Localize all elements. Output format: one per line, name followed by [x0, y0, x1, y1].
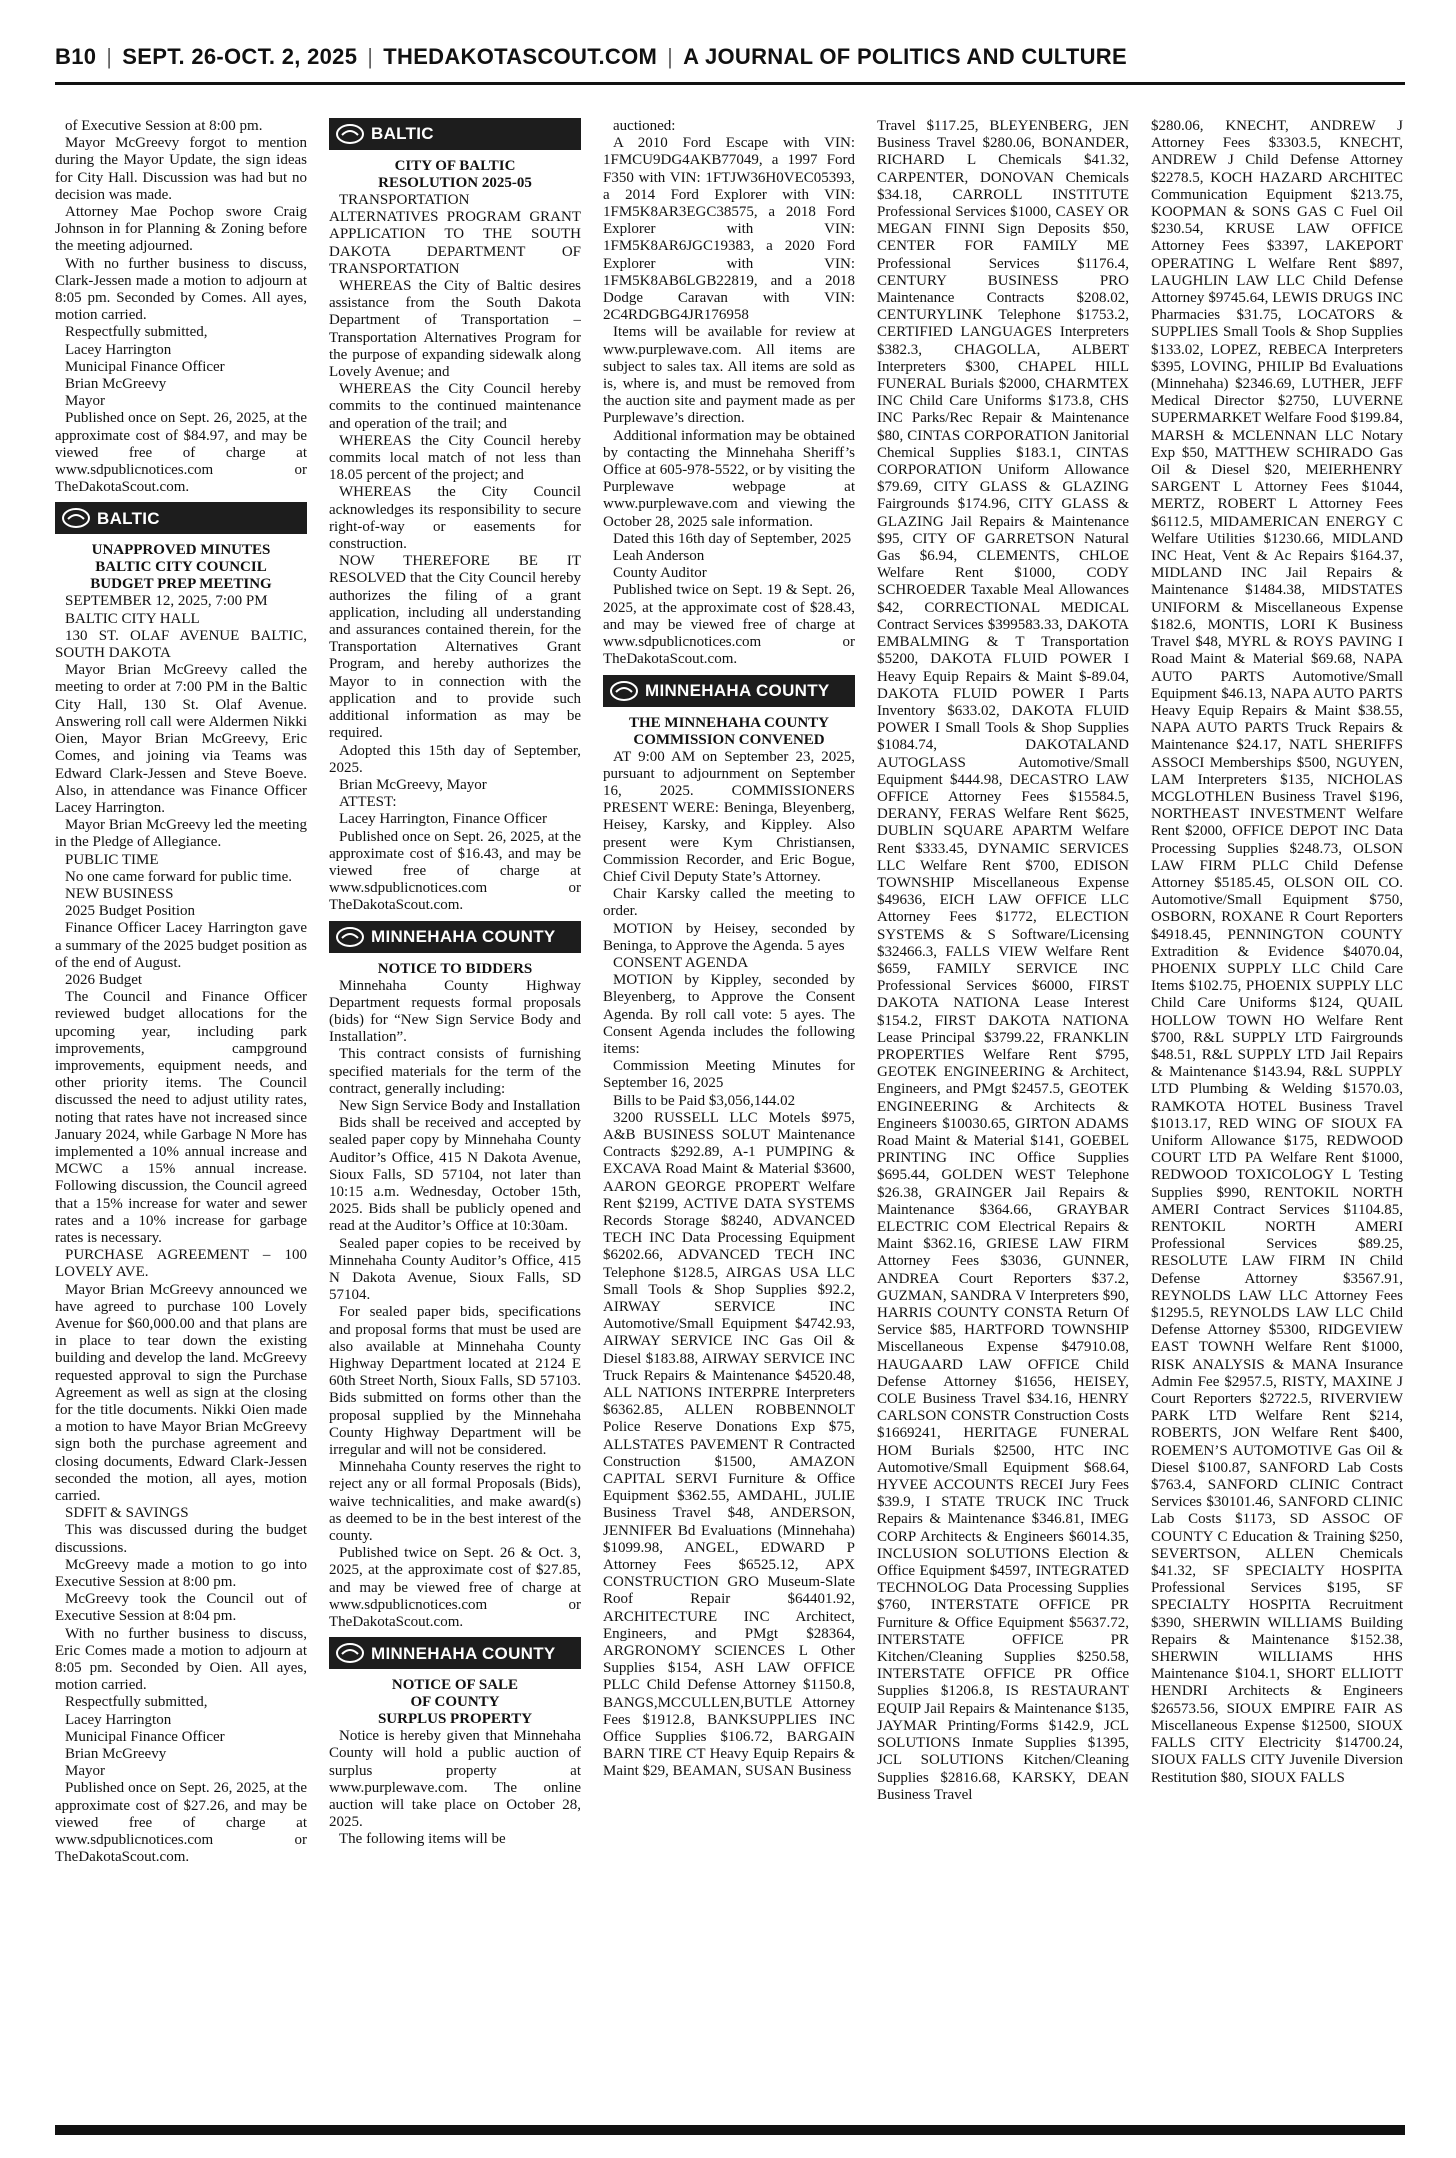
notice-paragraph: WHEREAS the City Council hereby commits to the continued maintenance and operation of the trail; and: [329, 381, 581, 432]
notice-paragraph: CONSENT AGENDA: [613, 954, 749, 971]
notice-paragraph: SDFIT & SAVINGS: [65, 1505, 189, 1522]
notice-paragraph: Lacey Harrington, Finance Officer: [339, 811, 547, 828]
notice-paragraph: Attorney Mae Pochop swore Craig Johnson in for Planning & Zoning before the meeting adjourned.: [55, 204, 307, 255]
notice-paragraph: MOTION by Heisey, seconded by Beninga, to Approve the Agenda. 5 ayes: [603, 920, 855, 954]
notice-paragraph: Brian McGreevy: [65, 376, 167, 393]
notice-paragraph: Published once on Sept. 26, 2025, at the approximate cost of $27.26, and may be viewed free of charge at www.sdpublicnotices.com or TheDakotaScout.com.: [55, 1780, 307, 1866]
notice-paragraph: Lacey Harrington: [65, 1711, 172, 1728]
baltic-minutes-body: [55, 593, 307, 1866]
column-5: [1151, 118, 1403, 2118]
notice-paragraph: Mayor McGreevy forgot to mention during the Mayor Update, the sign ideas for City Hall. Discussion was had but no decision was made.: [55, 135, 307, 203]
notice-paragraph: New Sign Service Body and Installation: [339, 1097, 581, 1114]
banner-label: BALTIC: [97, 508, 160, 528]
notice-paragraph: Bills to be Paid $3,056,144.02: [613, 1092, 796, 1109]
notice-paragraph: Mayor Brian McGreevy called the meeting to order at 7:00 PM in the Baltic City Hall, 130 St. Olaf Avenue. Answering roll call were Aldermen Nikki Oien, Mayor Brian McGreevy, Eric Comes, and joining via Teams was Edward Clark-Jessen and Steve Boeve. Also, in attendance was Finance Officer Lacey Harrington.: [55, 662, 307, 816]
notice-paragraph: auctioned:: [613, 118, 676, 134]
notice-paragraph: With no further business to discuss, Clark-Jessen made a motion to adjourn at 8:05 pm. Seconded by Comes. All ayes, motion carried.: [55, 255, 307, 324]
notice-paragraph: Items will be available for review at www.purplewave.com. All items are subject to sales tax. All items are sold as is, where is, and must be removed from the auction site and payment made as per Purplewave’s direction.: [603, 324, 855, 427]
surplus-sale-continuation: [603, 118, 855, 669]
notice-heading: RESOLUTION 2025-05: [378, 175, 532, 191]
notice-paragraph: Leah Anderson: [613, 548, 705, 565]
scout-logo-icon: [335, 1642, 365, 1664]
notice-paragraph: 2026 Budget: [65, 971, 143, 988]
notice-paragraph: WHEREAS the City Council hereby commits local match of not less than 18.05 percent of the project; and: [329, 432, 581, 484]
section-banner-minnehaha: [329, 921, 581, 953]
scout-logo-icon: [335, 926, 365, 948]
notice-heading: BALTIC CITY COUNCIL: [95, 559, 267, 576]
notice-paragraph: AT 9:00 AM on September 23, 2025, pursuant to adjournment on September 16, 2025. COMMISSIONERS PRESENT WERE: Beninga, Bleyenberg, Heisey, Karsky, and Kippley. Also present were Kym Christiansen, Commission Recorder, and Eric Bogue, Chief Civil Deputy State’s Attorney.: [603, 748, 855, 885]
notice-paragraph: TRANSPORTATION ALTERNATIVES PROGRAM GRANT APPLICATION TO THE SOUTH DAKOTA DEPARTMENT OF TRANSPORTATION: [329, 192, 581, 277]
notice-paragraph: Mayor Brian McGreevy led the meeting in the Pledge of Allegiance.: [55, 817, 307, 851]
banner-label: MINNEHAHA COUNTY: [371, 1643, 556, 1663]
commission-body: [603, 749, 855, 1781]
notice-paragraph: A 2010 Ford Escape with VIN: 1FMCU9DG4AKB77049, a 1997 Ford F350 with VIN: 1FTJW36H0VEC05393, a 2014 Ford Explorer with VIN: 1FM5K8AR3EGC38575, a 2018 Ford Explorer with VIN: 1FM5K8AR6JGC19383, a 2020 Ford Explorer with VIN: 1FM5K8AB6LGB22819, and a 2018 Dodge Caravan with VIN: 2C4RDGBG4JR176958: [603, 135, 855, 324]
notice-paragraph: Additional information may be obtained by contacting the Minnehaha Sheriff’s Office at 605-978-5522, or by visiting the Purplewave webpage at www.purplewave.com and viewing the October 28, 2025 sale information.: [603, 427, 855, 530]
notice-paragraph: MOTION by Kippley, seconded by Bleyenberg, to Approve the Consent Agenda. By roll call vote: 5 ayes. The Consent Agenda includes the following items:: [603, 972, 855, 1057]
column-2: [329, 118, 581, 2118]
section-banner-minnehaha: [329, 1637, 581, 1669]
notice-paragraph: With no further business to discuss, Eric Comes made a motion to adjourn at 8:05 pm. Seconded by Oien. All ayes, motion carried.: [55, 1625, 307, 1694]
section-banner-baltic: [329, 118, 581, 150]
notice-paragraph: Commission Meeting Minutes for September 16, 2025: [603, 1058, 855, 1092]
notice-heading: BUDGET PREP MEETING: [90, 576, 272, 593]
prior-minutes-continuation: [55, 118, 307, 496]
notice-paragraph: Municipal Finance Officer: [65, 358, 225, 375]
section-banner-baltic: [55, 502, 307, 534]
notice-paragraph: Minnehaha County reserves the right to reject any or all formal Proposals (Bids), waive technicalities, and make award(s) as deemed to be in the best interest of the county.: [329, 1459, 581, 1545]
notice-paragraph: SEPTEMBER 12, 2025, 7:00 PM: [65, 593, 268, 610]
bills-list-text: $280.06, KNECHT, ANDREW J Attorney Fees $3303.5, KNECHT, ANDREW J Child Defense Attorney $2278.5, KOCH HAZARD ARCHITEC Communication Equipment $213.75, KOOPMAN & SONS GAS C Fuel Oil $230.54, KRUSE LAW OFFICE Attorney Fees $3397, LAKEPORT OPERATING L Welfare Rent $897, LAUGHLIN LAW LLC Child Defense Attorney $9745.64, LEWIS DRUGS INC Pharmacies $31.75, LOCATORS & SUPPLIES Small Tools & Shop Supplies $133.02, LOPEZ, REBECA Interpreters $395, LOVING, PHILIP Bd Evaluations (Minnehaha) $2346.69, LUTHER, JEFF Medical Director $2750, LUVERNE SUPERMARKET Welfare Food $199.84, MARSH & MCLENNAN LLC Notary Exp $50, MATTHEW SCHIRADO Gas Oil & Diesel $20, MEIERHENRY SARGENT L Attorney Fees $1044, MERTZ, ROBERT L Attorney Fees $6112.5, MIDAMERICAN ENERGY C Welfare Utilities $1230.66, MIDLAND INC Heat, Vent & Ac Repairs $164.37, MIDLAND INC Jail Repairs & Maintenance $1484.38, MIDSTATES UNIFORM & Miscellaneous Expense $182.6, MONTIS, LORI K Business Travel $48, MYRL & ROYS PAVING I Road Maint & Material $69.68, NAPA AUTO PARTS Automotive/Small Equipment $46.13, NAPA AUTO PARTS Heavy Equip Repairs & Maint $38.55, NAPA AUTO PARTS Truck Repairs & Maintenance $24.17, NATL SHERIFFS ASSOCI Memberships $500, NGUYEN, LAM Interpreters $135, NICHOLAS MCGLOTHLEN Business Travel $196, NORTHEAST INVESTMENT Welfare Rent $2000, OFFICE DEPOT INC Data Processing Supplies $248.73, OLSON LAW FIRM PLLC Child Defense Attorney $5185.45, OLSON OIL CO. Automotive/Small Equipment $750, OSBORN, ROXANE R Court Reporters $4918.45, PENNINGTON COUNTY Extradition & Evidence $4070.04, PHOENIX SUPPLY LLC Child Care Items $102.75, PHOENIX SUPPLY LLC Child Care Uniforms $124, QUAIL HOLLOW TOWN HO Welfare Rent $700, R&L SUPPLY LTD Fairgrounds $48.51, R&L SUPPLY LTD Jail Repairs & Maintenance $143.94, R&L SUPPLY LTD Plumbing & Welding $1570.03, RAMKOTA HOTEL Business Travel $1013.17, RED WING OF SIOUX FA Uniform Allowance $175, REDWOOD COURT LTD PA Welfare Rent $1000, REDWOOD TOXICOLOGY L Testing Supplies $990, RENTOKIL NORTH AMERI Contract Services $1104.85, RENTOKIL NORTH AMERI Professional Services $89.25, RESOLUTE LAW FIRM IN Child Defense Attorney $3567.91, REYNOLDS LAW LLC Attorney Fees $1295.5, REYNOLDS LAW LLC Child Defense Attorney $5300, RIDGEVIEW EAST TOWNH Welfare Rent $1000, RISK ANALYSIS & MANA Insurance Admin Fee $2957.5, RISTY, MAXINE J Court Reporters $2722.5, RIVERVIEW PARK LTD Welfare Rent $214, ROBERTS, JON Welfare Rent $400, ROEMEN’S AUTOMOTIVE Gas Oil & Diesel $100.87, SANFORD Lab Costs $763.4, SANFORD CLINIC Contract Services $30101.46, SANFORD CLINIC Lab Costs $1173, SD ASSOC OF COUNTY C Education & Training $250, SEVERTSON, ALLEN Chemicals $41.32, SF SPECIALTY HOSPITA Professional Services $195, SF SPECIALTY HOSPITA Recruitment $390, SHERWIN WILLIAMS Building Repairs & Maintenance $152.38, SHERWIN WILLIAMS HHS Maintenance $104.1, SHORT ELLIOTT HENDRI Architects & Engineers $26573.56, SIOUX EMPIRE FAIR AS Miscellaneous Expense $12500, SIOUX FALLS CITY Electricity $14700.24, SIOUX FALLS CITY Juvenile Diversion Restitution $80, SIOUX FALLS: [1151, 118, 1403, 1786]
column-3: [603, 118, 855, 2118]
notice-paragraph: Published twice on Sept. 26 & Oct. 3, 2025, at the approximate cost of $27.85, and may be viewed free of charge at www.sdpublicnotices.com or TheDakotaScout.com.: [329, 1545, 581, 1631]
notice-paragraph: Published twice on Sept. 19 & Sept. 26, 2025, at the approximate cost of $28.43, and may be viewed free of charge at www.sdpublicnotices.com or TheDakotaScout.com.: [603, 582, 855, 668]
notice-heading: OF COUNTY: [410, 1694, 500, 1711]
notice-paragraph: Respectfully submitted,: [65, 324, 208, 341]
notice-paragraph: Minnehaha County Highway Department requests formal proposals (bids) for “New Sign Service Body and Installation”.: [329, 977, 581, 1046]
issue-dates: SEPT. 26-OCT. 2, 2025: [122, 44, 358, 69]
notice-paragraph: Chair Karsky called the meeting to order.: [603, 886, 855, 920]
masthead-separator: |: [667, 44, 674, 69]
notice-paragraph: For sealed paper bids, specifications and proposal forms that must be used are also available at Minnehaha County Highway Department located at 2124 E 60th Street North, Sioux Falls, SD 57103. Bids submitted on forms other than the proposal supplied by the Minnehaha County Highway Department will be irregular and will not be considered.: [329, 1304, 581, 1459]
notice-heading: NOTICE TO BIDDERS: [377, 960, 533, 977]
notice-paragraph: This was discussed during the budget discussions.: [55, 1522, 307, 1556]
notice-paragraph: 130 ST. OLAF AVENUE BALTIC, SOUTH DAKOTA: [55, 627, 307, 662]
notice-paragraph: Municipal Finance Officer: [65, 1728, 225, 1745]
masthead: [55, 44, 1405, 74]
section-banner-minnehaha: [603, 675, 855, 707]
tagline: A JOURNAL OF POLITICS AND CULTURE: [683, 44, 1127, 69]
notice-paragraph: PUBLIC TIME: [65, 851, 159, 868]
site-name: THEDAKOTASCOUT.COM: [383, 44, 658, 69]
notice-paragraph: Finance Officer Lacey Harrington gave a summary of the 2025 budget position as of the end of August.: [55, 920, 307, 971]
notice-paragraph: 2025 Budget Position: [65, 903, 196, 920]
notice-paragraph: Adopted this 15th day of September, 2025.: [329, 742, 581, 776]
notice-paragraph: Mayor: [65, 393, 105, 410]
scout-logo-icon: [335, 123, 365, 145]
notice-paragraph: Published once on Sept. 26, 2025, at the approximate cost of $84.97, and may be viewed free of charge at www.sdpublicnotices.com or TheDakotaScout.com.: [55, 410, 307, 496]
notice-paragraph: Bids shall be received and accepted by sealed paper copy by Minnehaha County Auditor’s Office, 415 N Dakota Avenue, Sioux Falls, SD 57104, not later than 10:15 a.m. Wednesday, October 15th, 2025. Bids shall be publicly opened and read at the Auditor’s Office at 10:30am.: [329, 1115, 581, 1235]
notice-paragraph: NOW THEREFORE BE IT RESOLVED that the City Council hereby authorizes the filing of a grant application, including all understanding and assurances contained therein, for the Transportation Alternatives Grant Program, and hereby authorizes the Mayor to in connection with the application and to provide such additional information as may be required.: [329, 553, 581, 742]
notice-paragraph: Brian McGreevy, Mayor: [339, 776, 487, 793]
notice-paragraph: Brian McGreevy: [65, 1746, 167, 1763]
notice-heading: CITY OF BALTIC: [394, 158, 516, 174]
notice-paragraph: No one came forward for public time.: [65, 868, 292, 885]
masthead-separator: |: [106, 44, 113, 69]
resolution-body: [329, 192, 581, 915]
column-4: [877, 118, 1129, 2118]
bottom-rule: [55, 2125, 1405, 2135]
notice-paragraph: Lacey Harrington: [65, 341, 172, 358]
scout-logo-icon: [61, 507, 91, 529]
notice-paragraph: County Auditor: [613, 565, 707, 582]
notice-paragraph: Notice is hereby given that Minnehaha County will hold a public auction of surplus property at www.purplewave.com. The online auction will take place on October 28, 2025.: [329, 1728, 581, 1831]
masthead-separator: |: [367, 44, 374, 69]
column-1: [55, 118, 307, 2118]
notice-paragraph: Mayor Brian McGreevy announced we have agreed to purchase 100 Lovely Avenue for $60,000.00 and that plans are in place to tear down the existing building and develop the land. McGreevy requested approval to sign the Purchase Agreement as well as sign at the closing for the title documents. Nikki Oien made a motion to have Mayor Brian McGreevy sign both the purchase agreement and closing documents, Edward Clark-Jessen seconded the motion, all ayes, motion carried.: [55, 1281, 307, 1505]
notice-paragraph: Mayor: [65, 1763, 105, 1780]
notice-paragraph: Sealed paper copies to be received by Minnehaha County Auditor’s Office, 415 N Dakota Avenue, Sioux Falls, SD 57104.: [329, 1235, 581, 1304]
notice-heading: COMMISSION CONVENED: [633, 731, 825, 748]
notice-paragraph: This contract consists of furnishing specified materials for the term of the contract, generally including:: [329, 1046, 581, 1097]
page-number: B10: [55, 44, 97, 69]
notice-paragraph: McGreevy took the Council out of Executive Session at 8:04 pm.: [55, 1591, 307, 1625]
scout-logo-icon: [609, 680, 639, 702]
banner-label: MINNEHAHA COUNTY: [371, 926, 556, 946]
notice-heading: SURPLUS PROPERTY: [377, 1711, 533, 1728]
notice-paragraph: 3200 RUSSELL LLC Motels $975, A&B BUSINESS SOLUT Maintenance Contracts $292.89, A-1 PUMPING & EXCAVA Road Maint & Material $3600, AARON GEORGE PROPERT Welfare Rent $2199, ACTIVE DATA SYSTEMS Records Storage $8240, ADVANCED TECH INC Data Processing Equipment $6202.66, ADVANCED TECH INC Telephone $128.5, AIRGAS USA LLC Small Tools & Shop Supplies $92.2, AIRWAY SERVICE INC Automotive/Small Equipment $4742.93, AIRWAY SERVICE INC Gas Oil & Diesel $183.88, AIRWAY SERVICE INC Truck Repairs & Maintenance $4520.48, ALL NATIONS INTERPRE Interpreters $6362.85, ALLEN ROBBENNOLT Police Reserve Donations Exp $75, ALLSTATES PAVEMENT R Contracted Construction $1500, AMAZON CAPITAL SERVI Furniture & Office Equipment $362.55, AMDAHL, JULIE Business Travel $48, ANDERSON, JENNIFER Bd Evaluations (Minnehaha) $1099.98, ANGEL, EDWARD P Attorney Fees $6525.12, APX CONSTRUCTION GRO Museum-Slate Roof Repair $64401.92, ARCHITECTURE INC Architect, Engineers, and PMgt $28364, ARGRONOMY SCIENCES L Other Supplies $154, ASH LAW OFFICE PLLC Child Defense Attorney $1150.8, BANGS,MCCULLEN,BUTLE Attorney Fees $1912.8, BANKSUPPLIES INC Office Supplies $106.72, BARGAIN BARN TIRE CT Heavy Equip Repairs & Maint $29, BEAMAN, SUSAN Business: [603, 1109, 855, 1780]
surplus-sale-body: [329, 1728, 581, 1848]
bills-list-text: Travel $117.25, BLEYENBERG, JEN Business Travel $280.06, BONANDER, RICHARD L Chemicals $41.32, CARPENTER, DONOVAN Chemicals $34.18, CARROLL INSTITUTE Professional Services $1000, CASEY OR MEGAN FINNI Sign Deposits $50, CENTER FOR FAMILY ME Professional Services $1176.4, CENTURY BUSINESS PRO Maintenance Contracts $208.02, CENTURYLINK Telephone $1753.2, CERTIFIED LANGUAGES Interpreters $382.3, CHAGOLLA, ALBERT Interpreters $300, CHAPEL HILL FUNERAL Burials $2000, CHARMTEX INC Child Care Uniforms $173.8, CHS INC Parks/Rec Repair & Maintenance $80, CINTAS CORPORATION Janitorial Chemical Supplies $183.1, CINTAS CORPORATION Uniform Allowance $79.69, CITY GLASS & GLAZING Fairgrounds $174.96, CITY GLASS & GLAZING Jail Repairs & Maintenance $95, CITY OF GARRETSON Natural Gas $6.94, CLEMENTS, CHLOE Welfare Rent $1000, CODY SCHROEDER Taxable Meal Allowances $42, CORRECTIONAL MEDICAL Contract Services $399583.33, DAKOTA EMBALMING & T Transportation $5200, DAKOTA FLUID POWER I Heavy Equip Repairs & Maint $-89.04, DAKOTA FLUID POWER I Parts Inventory $633.02, DAKOTA FLUID POWER I Small Tools & Shop Supplies $1084.74, DAKOTALAND AUTOGLASS Automotive/Small Equipment $444.98, DECASTRO LAW OFFICE Attorney Fees $15584.5, DERANY, FERAS Welfare Rent $625, DUBLIN SQUARE APARTM Welfare Rent $333.45, DYNAMIC SERVICES LLC Welfare Rent $700, EDISON TOWNSHIP Miscellaneous Expense $49636, EICH LAW OFFICE LLC Attorney Fees $1772, ELECTION SYSTEMS & S Software/Licensing $32466.3, FALLS VIEW Welfare Rent $659, FAMILY SERVICE INC Professional Services $6000, FIRST DAKOTA NATIONA Lease Interest $154.2, FIRST DAKOTA NATIONA Lease Principal $3799.22, FRANKLIN PROPERTIES Welfare Rent $795, GEOTEK ENGINEERING & Architect, Engineers, and PMgt $2457.5, GEOTEK ENGINEERING & Architects & Engineers $10030.65, GIRTON ADAMS Road Maint & Material $141, GOEBEL PRINTING INC Office Supplies $695.44, GOLDEN WEST Telephone $26.38, GRAINGER Jail Repairs & Maintenance $364.66, GRAYBAR ELECTRIC COM Electrical Repairs & Maint $362.16, GRIESE LAW FIRM Attorney Fees $3036, GUNNER, ANDREA Court Reporters $37.2, GUZMAN, SANDRA V Interpreters $90, HARRIS COUNTY CONSTA Return Of Service $85, HARTFORD TOWNSHIP Miscellaneous Expense $47910.08, HAUGAARD LAW OFFICE Child Defense Attorney $1656, HEISEY, COLE Business Travel $34.16, HENRY CARLSON CONSTR Construction Costs $1669241, HERITAGE FUNERAL HOM Burials $2500, HTC INC Automotive/Small Equipment $68.64, HYVEE ACCOUNTS RECEI Jury Fees $39.9, I STATE TRUCK INC Truck Repairs & Maintenance $346.81, IMEG CORP Architects & Engineers $6014.35, INCLUSION SOLUTIONS Election & Office Equipment $4597, INTEGRATED TECHNOLOG Data Processing Supplies $760, INTERSTATE OFFICE PR Furniture & Office Equipment $5637.72, INTERSTATE OFFICE PR Kitchen/Cleaning Supplies $250.58, INTERSTATE OFFICE PR Office Supplies $1206.8, IS RESTAURANT EQUIP Jail Repairs & Maintenance $135, JAYMAR Printing/Forms $142.9, JCL SOLUTIONS Inmate Supplies $1395, JCL SOLUTIONS Kitchen/Cleaning Supplies $2816.68, KARSKY, DEAN Business Travel: [877, 118, 1129, 1803]
notice-paragraph: WHEREAS the City Council acknowledges its responsibility to secure right-of-way or easements for construction.: [329, 484, 581, 553]
notice-heading: UNAPPROVED MINUTES: [91, 542, 271, 559]
notice-paragraph: Dated this 16th day of September, 2025: [613, 530, 852, 547]
notice-paragraph: PURCHASE AGREEMENT – 100 LOVELY AVE.: [55, 1247, 307, 1281]
notice-paragraph: WHEREAS the City of Baltic desires assistance from the South Dakota Department of Transportation – Transportation Alternatives Program for the purpose of expanding sidewalk along Lovely Avenue; and: [329, 278, 581, 381]
notice-paragraph: Published once on Sept. 26, 2025, at the approximate cost of $16.43, and may be viewed free of charge at www.sdpublicnotices.com or TheDakotaScout.com.: [329, 828, 581, 914]
notice-paragraph: NEW BUSINESS: [65, 885, 174, 902]
notice-paragraph: BALTIC CITY HALL: [65, 610, 200, 627]
notice-paragraph: of Executive Session at 8:00 pm.: [65, 118, 263, 134]
notice-paragraph: The following items will be: [339, 1831, 506, 1848]
notice-heading: NOTICE OF SALE: [391, 1677, 519, 1694]
banner-label: MINNEHAHA COUNTY: [645, 680, 830, 700]
notice-paragraph: McGreevy made a motion to go into Executive Session at 8:00 pm.: [55, 1556, 307, 1591]
notice-paragraph: The Council and Finance Officer reviewed budget allocations for the upcoming year, including park improvements, campground improvements, equipment needs, and other priority items. The Council discussed the need to adjust utility rates, noting that rates have not increased since January 2024, while Garbage N More has implemented a 10% annual increase and MCWC a 15% annual increase. Following discussion, the Council agreed that a 15% increase for water and sewer rates and a 10% increase for garbage rates is necessary.: [55, 989, 307, 1246]
top-rule: [55, 82, 1405, 85]
notice-paragraph: ATTEST:: [339, 794, 397, 811]
notice-heading: THE MINNEHAHA COUNTY: [628, 714, 830, 731]
bidders-body: [329, 978, 581, 1632]
notice-paragraph: Respectfully submitted,: [65, 1694, 208, 1711]
banner-label: BALTIC: [371, 124, 434, 144]
legal-notices-columns: [55, 118, 1405, 2118]
